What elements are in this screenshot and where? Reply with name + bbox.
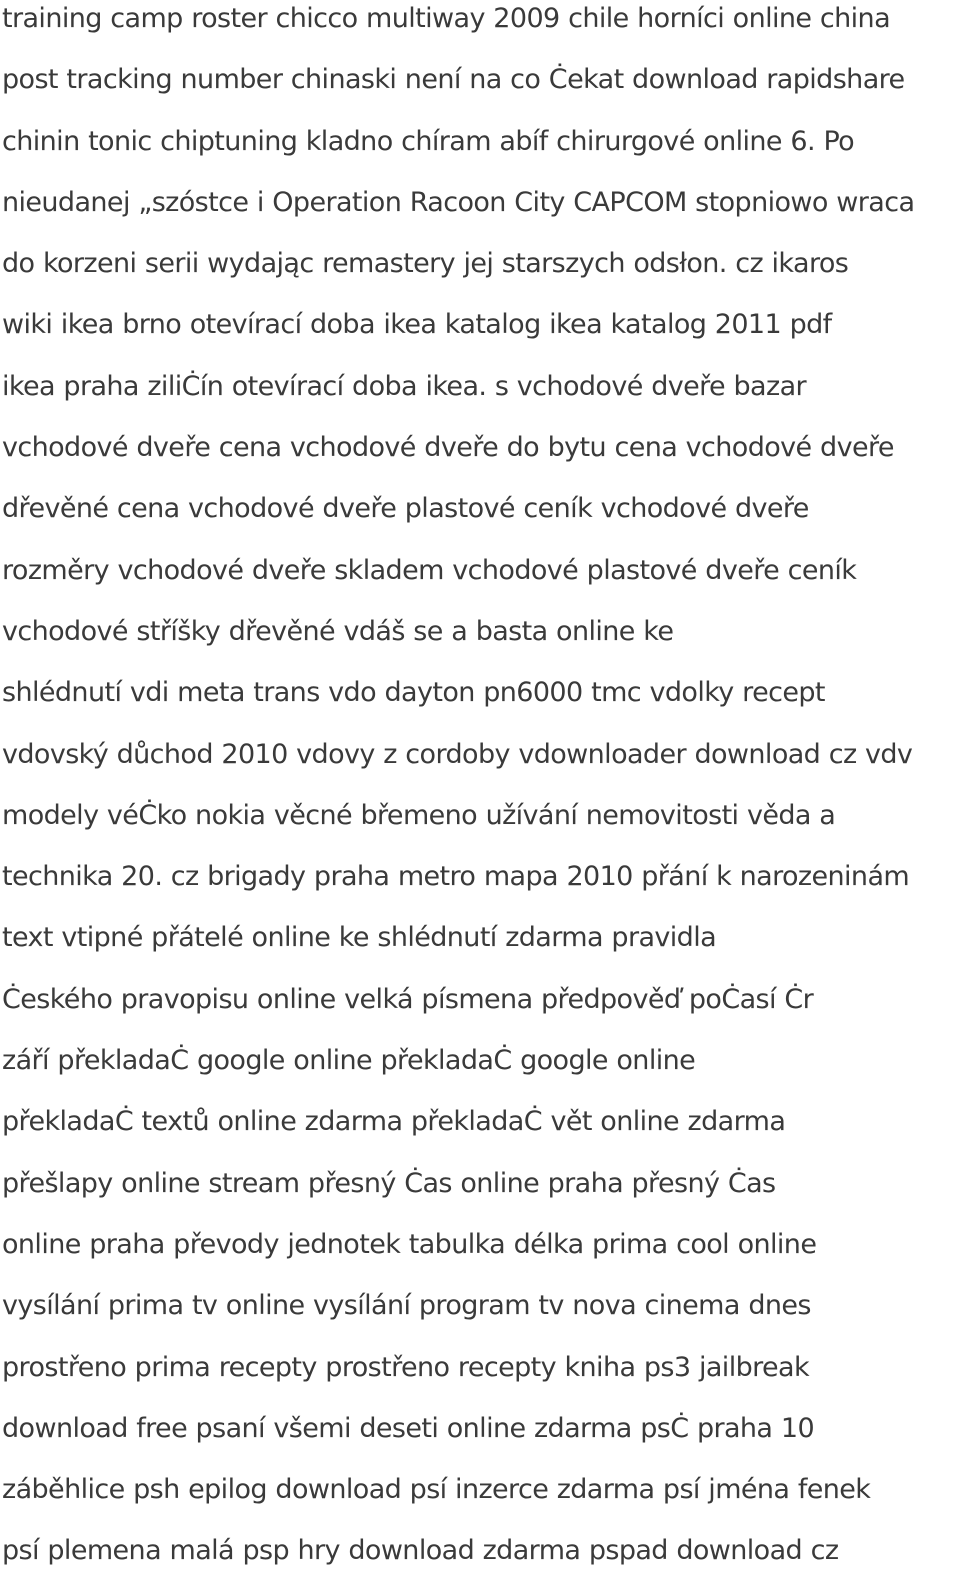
body-text <box>2 0 958 1582</box>
text-line-23: prostřeno prima recepty prostřeno recepty kniha ps3 jailbreak <box>2 1351 810 1383</box>
text-line-13: vdovský důchod 2010 vdovy z cordoby vdownloader download cz vdv <box>2 738 913 770</box>
text-line-5: do korzeni serii wydając remastery jej starszych odsłon. cz ikaros <box>2 248 849 280</box>
text-line-3: chinin tonic chiptuning kladno chíram abíf chirurgové online 6. Po <box>2 125 855 157</box>
text-line-15: technika 20. cz brigady praha metro mapa 2010 přání k narozeninám <box>2 861 910 893</box>
text-line-1: training camp roster chicco multiway 2009 chile horníci online china <box>2 3 891 34</box>
text-line-14: modely véĊko nokia věcné břemeno užívání nemovitosti věda a <box>2 799 836 831</box>
text-line-8: vchodové dveře cena vchodové dveře do bytu cena vchodové dveře <box>2 432 894 464</box>
text-line-12: shlédnutí vdi meta trans vdo dayton pn6000 tmc vdolky recept <box>2 677 825 709</box>
text-line-6: wiki ikea brno otevírací doba ikea katalog ikea katalog 2011 pdf <box>2 309 832 341</box>
text-line-11: vchodové stříšky dřevěné vdáš se a basta online ke <box>2 615 674 647</box>
text-line-25: záběhlice psh epilog download psí inzerce zdarma psí jména fenek <box>2 1474 871 1506</box>
text-line-2: post tracking number chinaski není na co Ċekat download rapidshare <box>2 64 905 96</box>
text-line-18: září překladaĊ google online překladaĊ google online <box>2 1045 696 1077</box>
text-line-24: download free psaní všemi deseti online zdarma psĊ praha 10 <box>2 1412 815 1444</box>
text-line-4: nieudanej „szóstce i Operation Racoon City CAPCOM stopniowo wraca <box>2 186 915 218</box>
text-line-21: online praha převody jednotek tabulka délka prima cool online <box>2 1228 817 1260</box>
text-line-10: rozměry vchodové dveře skladem vchodové plastové dveře ceník <box>2 554 857 586</box>
text-line-16: text vtipné přátelé online ke shlédnutí zdarma pravidla <box>2 922 717 954</box>
text-line-20: přešlapy online stream přesný Ċas online praha přesný Ċas <box>2 1167 776 1199</box>
text-line-17: Ċeského pravopisu online velká písmena předpověď poĊasí Ċr <box>2 983 814 1015</box>
text-line-26: psí plemena malá psp hry download zdarma pspad download cz <box>2 1535 839 1567</box>
text-line-7: ikea praha ziliĊín otevírací doba ikea. s vchodové dveře bazar <box>2 370 807 402</box>
text-line-22: vysílání prima tv online vysílání program tv nova cinema dnes <box>2 1290 811 1322</box>
text-line-19: překladaĊ textů online zdarma překladaĊ vět online zdarma <box>2 1106 786 1138</box>
text-line-9: dřevěné cena vchodové dveře plastové ceník vchodové dveře <box>2 493 809 525</box>
